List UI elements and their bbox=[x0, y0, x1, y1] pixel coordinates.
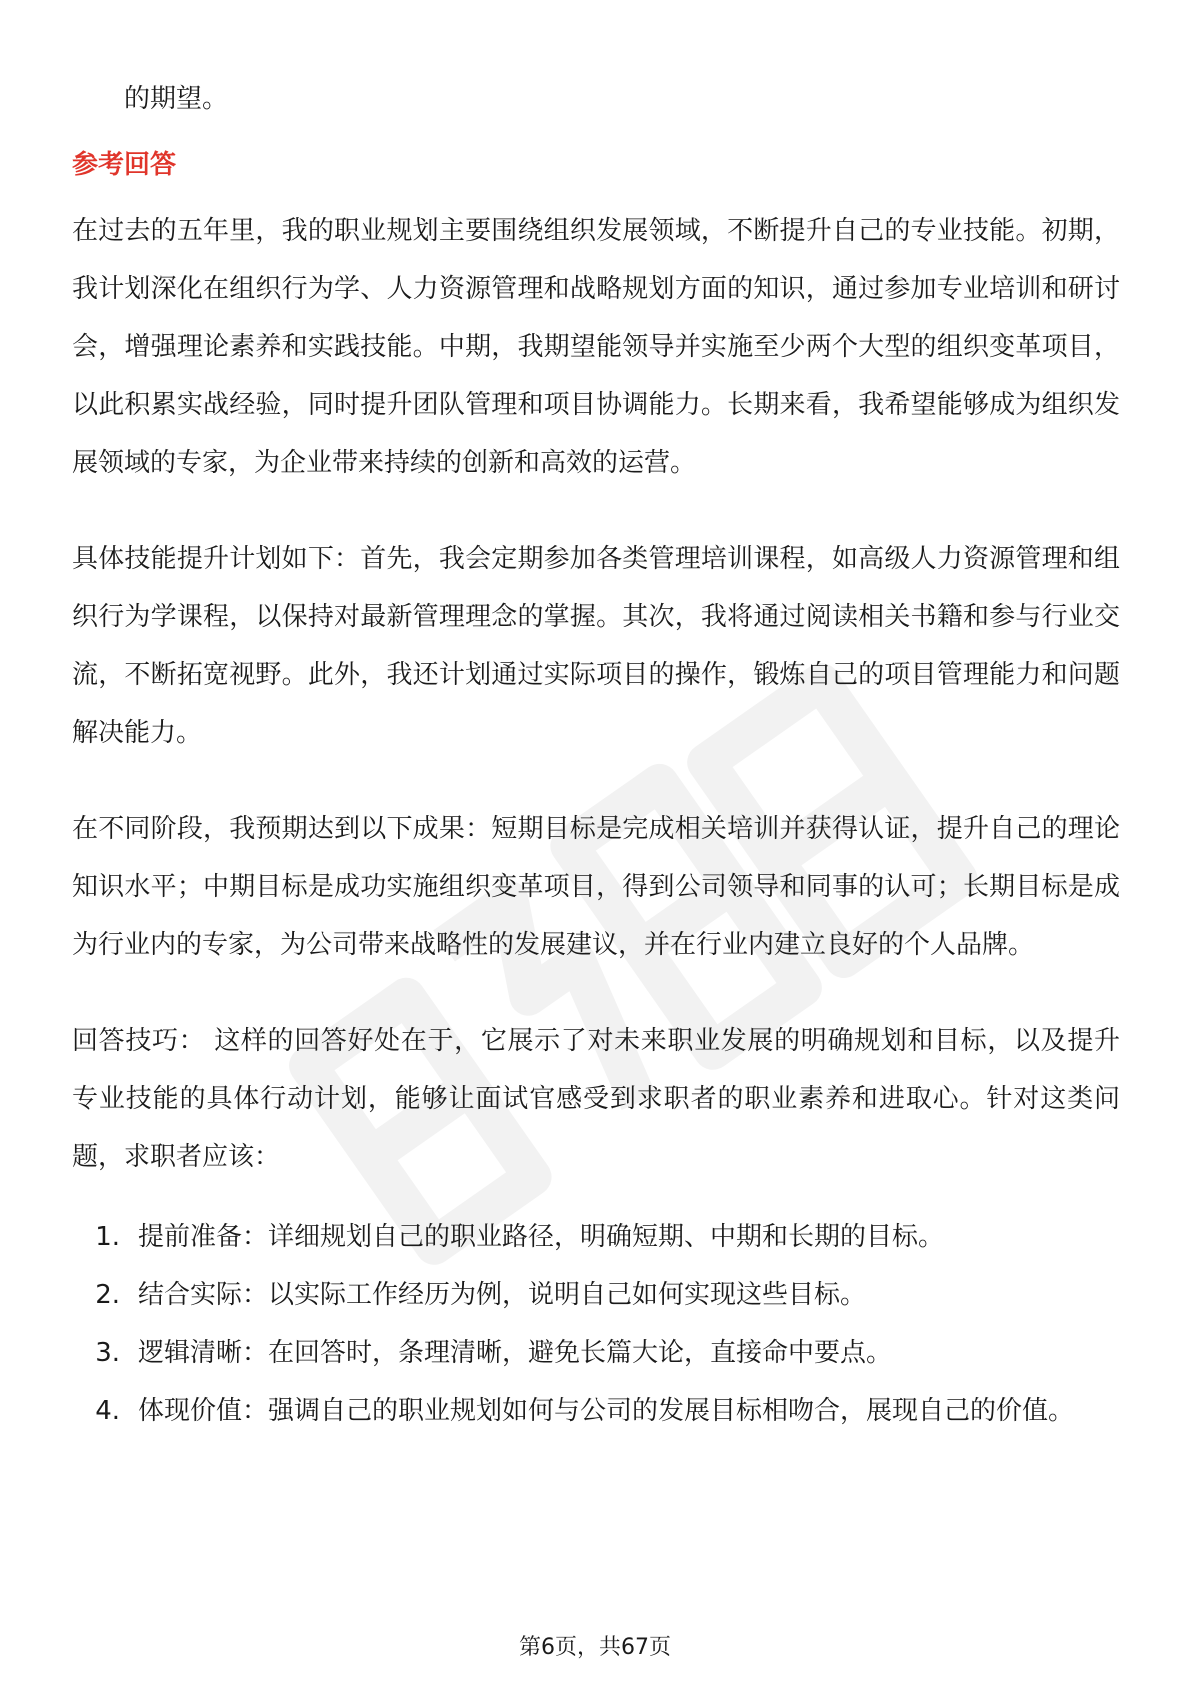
paragraph-stage-goals: 在不同阶段，我预期达到以下成果：短期目标是完成相关培训并获得认证，提升自己的理论知识水平；中期目标是成功实施组织变革项目，得到公司领导和同事的认可；长期目标是成为行业内的专家，为公司带来战略性的发展建议，并在行业内建立良好的个人品牌。 bbox=[72, 814, 1120, 960]
list-item-number: 1. bbox=[95, 1222, 120, 1252]
list-item bbox=[72, 1382, 1120, 1440]
list-item-number: 2. bbox=[95, 1280, 120, 1310]
section-heading: 参考回答 bbox=[72, 150, 177, 180]
list-item-number: 3. bbox=[95, 1338, 120, 1368]
page-footer: 第6页，共67页 bbox=[519, 1635, 671, 1660]
paragraph-answer-overview: 在过去的五年里，我的职业规划主要围绕组织发展领域，不断提升自己的专业技能。初期，我计划深化在组织行为学、人力资源管理和战略规划方面的知识，通过参加专业培训和研讨会，增强理论素养和实践技能。中期，我期望能领导并实施至少两个大型的组织变革项目，以此积累实战经验，同时提升团队管理和项目协调能力。长期来看，我希望能够成为组织发展领域的专家，为企业带来持续的创新和高效的运营。 bbox=[72, 216, 1120, 478]
list-item bbox=[72, 1266, 1120, 1324]
paragraph-answer-tips: 回答技巧： 这样的回答好处在于，它展示了对未来职业发展的明确规划和目标，以及提升专业技能的具体行动计划，能够让面试官感受到求职者的职业素养和进取心。针对这类问题，求职者应该： bbox=[72, 1026, 1120, 1172]
lead-line: 的期望。 bbox=[124, 84, 229, 114]
main-content bbox=[72, 70, 1120, 1440]
list-item bbox=[72, 1208, 1120, 1266]
tips-list bbox=[72, 1208, 1120, 1440]
list-item-text: 逻辑清晰：在回答时，条理清晰，避免长篇大论，直接命中要点。 bbox=[138, 1338, 893, 1368]
list-item-text: 提前准备：详细规划自己的职业路径，明确短期、中期和长期的目标。 bbox=[138, 1222, 945, 1252]
list-item bbox=[72, 1324, 1120, 1382]
list-item-text: 体现价值：强调自己的职业规划如何与公司的发展目标相吻合，展现自己的价值。 bbox=[138, 1396, 1075, 1426]
list-item-text: 结合实际：以实际工作经历为例，说明自己如何实现这些目标。 bbox=[138, 1280, 867, 1310]
list-item-number: 4. bbox=[95, 1396, 120, 1426]
paragraph-skill-plan: 具体技能提升计划如下：首先，我会定期参加各类管理培训课程，如高级人力资源管理和组织行为学课程，以保持对最新管理理念的掌握。其次，我将通过阅读相关书籍和参与行业交流，不断拓宽视野。此外，我还计划通过实际项目的操作，锻炼自己的项目管理能力和问题解决能力。 bbox=[72, 544, 1120, 748]
